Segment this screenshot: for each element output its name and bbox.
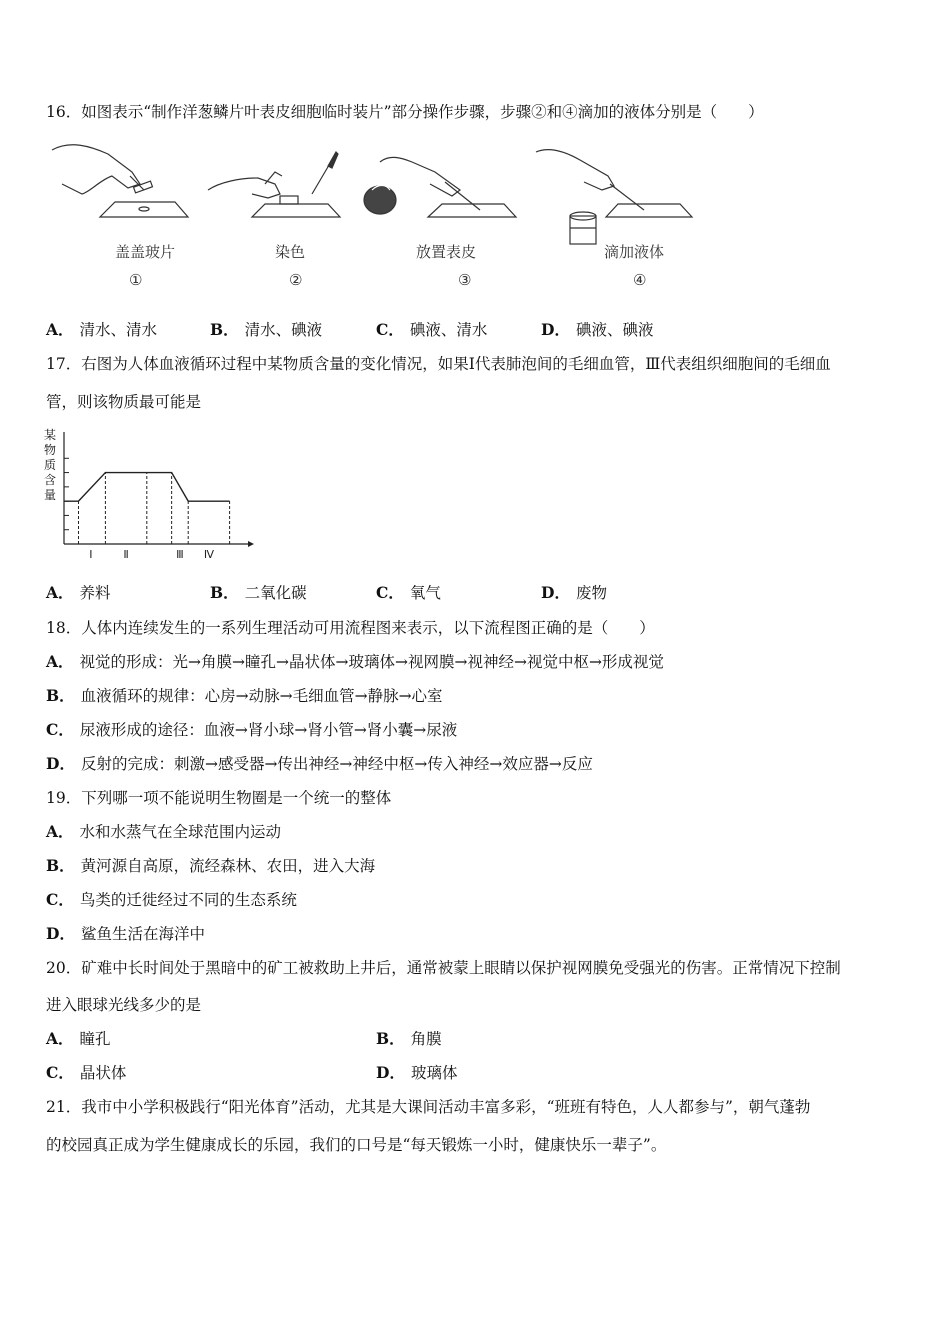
q16-option-c[interactable]	[376, 320, 487, 340]
step2-caption: 染色	[275, 243, 306, 261]
step3-number: ③	[458, 271, 472, 289]
q19-option-b[interactable]	[46, 856, 375, 876]
q19-option-a[interactable]	[46, 822, 281, 842]
option-label: A．	[46, 320, 74, 339]
q20-option-a[interactable]	[46, 1029, 111, 1049]
step1-illustration	[52, 145, 188, 217]
option-label: C．	[46, 1063, 74, 1082]
option-label: D．	[541, 583, 570, 602]
step2-number: ②	[289, 271, 303, 289]
q16-option-d[interactable]	[541, 320, 653, 340]
q17-option-a[interactable]	[46, 583, 111, 603]
option-text: 养料	[79, 584, 111, 602]
q20-stem-line1: 20．矿难中长时间处于黑暗中的矿工被救助上井后，通常被蒙上眼睛以保护视网膜免受强光的伤害。正常情况下控制	[46, 959, 841, 977]
chart-ylabel: 某物质含量	[44, 428, 57, 502]
option-text: 尿液形成的途径：血液→肾小球→肾小管→肾小囊→尿液	[79, 721, 458, 739]
option-text: 视觉的形成：光→角膜→瞳孔→晶状体→玻璃体→视网膜→视神经→视觉中枢→形成视觉	[79, 653, 664, 671]
q17-chart	[44, 428, 254, 564]
q17-option-d[interactable]	[541, 583, 607, 603]
option-label: B．	[210, 583, 239, 602]
option-label: B．	[46, 686, 75, 705]
q19-option-c[interactable]	[46, 890, 297, 910]
chart-x-tick-label: Ⅳ	[203, 548, 214, 561]
q20-option-d[interactable]	[376, 1063, 457, 1083]
option-text: 水和水蒸气在全球范围内运动	[79, 823, 282, 841]
q20-option-b[interactable]	[376, 1029, 442, 1049]
option-label: D．	[46, 754, 75, 773]
option-label: A．	[46, 1029, 74, 1048]
option-text: 角膜	[410, 1030, 442, 1048]
step1-caption: 盖盖玻片	[115, 243, 176, 261]
q17-stem-line1: 17．右图为人体血液循环过程中某物质含量的变化情况，如果Ⅰ代表肺泡间的毛细血管，Ⅲ代表组织细胞间的毛细血	[46, 355, 831, 373]
q16-stem: 16．如图表示“制作洋葱鳞片叶表皮细胞临时装片”部分操作步骤，步骤②和④滴加的液体分别是（ ）	[46, 103, 764, 121]
option-label: D．	[376, 1063, 405, 1082]
q17-stem-line2: 管，则该物质最可能是	[46, 393, 202, 411]
q17-option-c[interactable]	[376, 583, 441, 603]
option-text: 瞳孔	[79, 1030, 111, 1048]
step3-caption: 放置表皮	[416, 243, 477, 261]
option-label: A．	[46, 583, 74, 602]
chart-x-tick-label: Ⅱ	[123, 548, 129, 561]
option-text: 反射的完成：刺激→感受器→传出神经→神经中枢→传入神经→效应器→反应	[80, 755, 593, 773]
option-text: 二氧化碳	[244, 584, 307, 602]
option-text: 晶状体	[79, 1064, 127, 1082]
option-text: 黄河源自高原，流经森林、农田，进入大海	[80, 857, 376, 875]
step4-number: ④	[633, 271, 647, 289]
q21-stem-line1: 21．我市中小学积极践行“阳光体育”活动，尤其是大课间活动丰富多彩，“班班有特色，人人都参与”，朝气蓬勃	[46, 1098, 811, 1116]
q20-option-c[interactable]	[46, 1063, 126, 1083]
option-text: 氧气	[409, 584, 441, 602]
option-label: B．	[46, 856, 75, 875]
option-label: A．	[46, 652, 74, 671]
q18-option-a[interactable]	[46, 652, 664, 672]
q19-stem: 19．下列哪一项不能说明生物圈是一个统一的整体	[46, 789, 392, 807]
step4-caption: 滴加液体	[604, 243, 665, 261]
chart-x-tick-label: Ⅰ	[89, 548, 93, 561]
q17-option-b[interactable]	[210, 583, 307, 603]
option-label: D．	[541, 320, 570, 339]
step3-illustration	[364, 157, 516, 217]
q18-option-c[interactable]	[46, 720, 457, 740]
option-label: D．	[46, 924, 75, 943]
chart-x-tick-label: Ⅲ	[176, 548, 184, 561]
option-text: 清水、清水	[79, 321, 158, 339]
option-label: B．	[376, 1029, 405, 1048]
q20-stem-line2: 进入眼球光线多少的是	[46, 996, 202, 1014]
chart-plot	[44, 428, 254, 564]
q19-option-d[interactable]	[46, 924, 205, 944]
step2-illustration	[208, 152, 340, 217]
option-label: C．	[46, 720, 74, 739]
option-text: 血液循环的规律：心房→动脉→毛细血管→静脉→心室	[80, 687, 443, 705]
option-label: B．	[210, 320, 239, 339]
option-text: 废物	[575, 584, 607, 602]
option-text: 碘液、碘液	[575, 321, 654, 339]
option-label: A．	[46, 822, 74, 841]
option-text: 鸟类的迁徙经过不同的生态系统	[79, 891, 297, 909]
step4-illustration	[536, 150, 692, 244]
q16-figure	[40, 132, 700, 297]
option-label: C．	[376, 320, 404, 339]
option-label: C．	[376, 583, 404, 602]
q18-stem: 18．人体内连续发生的一系列生理活动可用流程图来表示，以下流程图正确的是（ ）	[46, 619, 655, 637]
step1-number: ①	[129, 271, 143, 289]
option-label: C．	[46, 890, 74, 909]
option-text: 碘液、清水	[409, 321, 488, 339]
option-text: 鲨鱼生活在海洋中	[80, 925, 205, 943]
q18-option-b[interactable]	[46, 686, 443, 706]
chart-x-arrow	[248, 541, 254, 547]
option-text: 清水、碘液	[244, 321, 323, 339]
q18-option-d[interactable]	[46, 754, 593, 774]
option-text: 玻璃体	[410, 1064, 458, 1082]
q16-option-b[interactable]	[210, 320, 322, 340]
q16-option-a[interactable]	[46, 320, 157, 340]
q21-stem-line2: 的校园真正成为学生健康成长的乐园，我们的口号是“每天锻炼一小时，健康快乐一辈子”。	[46, 1136, 667, 1154]
